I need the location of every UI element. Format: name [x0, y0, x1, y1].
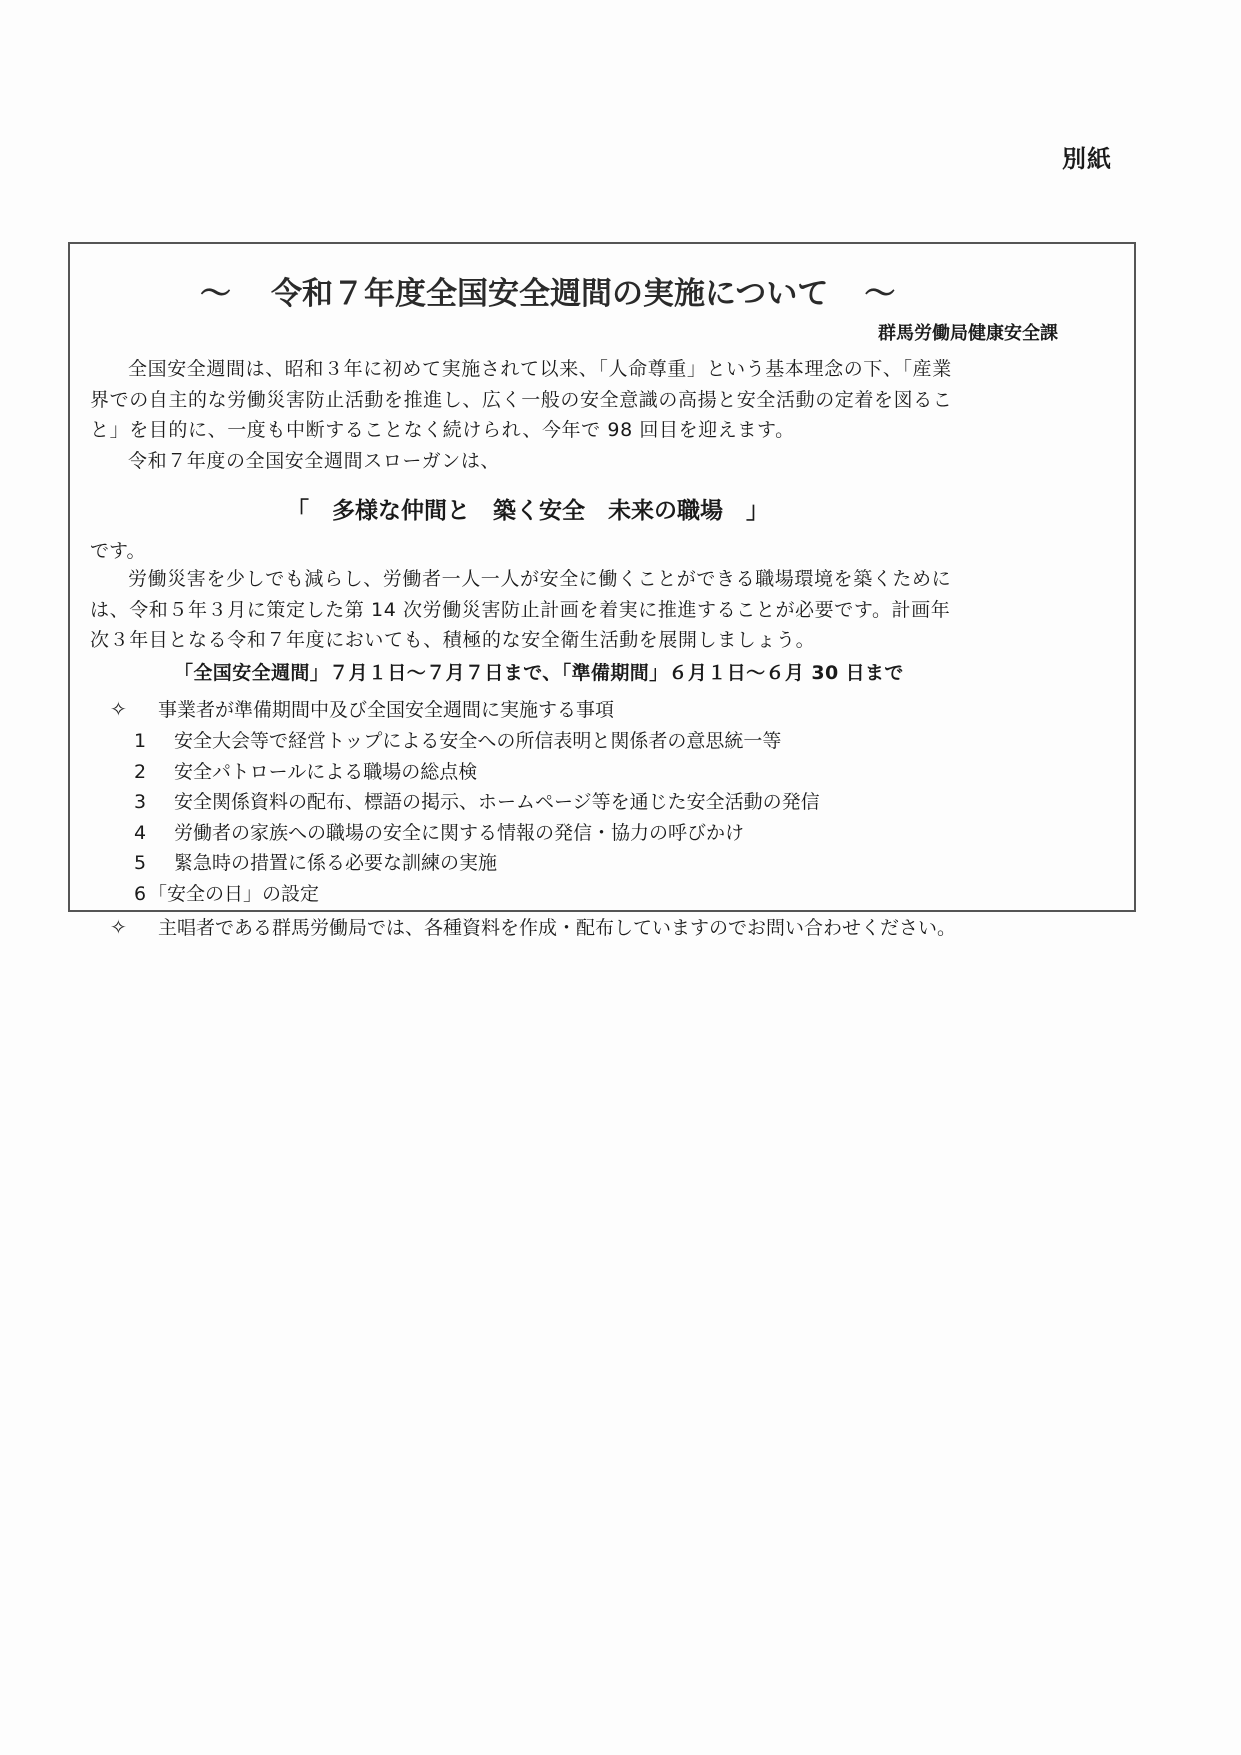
- slogan: 「 多様な仲間と 築く安全 未来の職場 」: [286, 498, 769, 524]
- body-line: は、令和５年３月に策定した第 14 次労働災害防止計画を着実に推進することが必要です。計画年: [90, 598, 951, 621]
- list-item: 6 「安全の日」の設定: [134, 882, 320, 905]
- intro-line: 全国安全週間は、昭和３年に初めて実施されて以来、「人命尊重」という基本理念の下、「産業: [128, 358, 952, 380]
- document-title: [200, 272, 1040, 316]
- title-tilde-right: ～: [864, 276, 896, 312]
- list-item: 4 労働者の家族への職場の安全に関する情報の発信・協力の呼びかけ: [134, 821, 745, 844]
- body-line: 次３年目となる令和７年度においても、積極的な安全衛生活動を展開しましょう。: [90, 629, 816, 651]
- actions-list: [134, 726, 820, 909]
- intro-paragraph: [90, 354, 1120, 446]
- slogan-end: です。: [90, 540, 146, 562]
- list-item: 5 緊急時の措置に係る必要な訓練の実施: [134, 852, 498, 874]
- issuer: 群馬労働局健康安全課: [878, 323, 1058, 344]
- title-text: 令和７年度全国安全週間の実施について: [271, 276, 829, 312]
- diamond-bullet-icon: ✧: [110, 697, 127, 721]
- intro-line: 界での自主的な労働災害防止活動を推進し、広く一般の安全意識の高揚と安全活動の定着を図るこ: [90, 388, 953, 411]
- body-paragraph: [90, 564, 1120, 656]
- attachment-label: 別紙: [1062, 145, 1112, 173]
- list-item: 3 安全関係資料の配布、標語の掲示、ホームページ等を通じた安全活動の発信: [134, 791, 820, 813]
- footer-note: ✧ 主唱者である群馬労働局では、各種資料を作成・配布していますのでお問い合わせください。: [110, 912, 956, 943]
- diamond-bullet-icon: ✧: [110, 915, 127, 939]
- title-tilde-left: ～: [200, 276, 231, 312]
- actions-heading: ✧ 事業者が準備期間中及び全国安全週間に実施する事項: [110, 694, 614, 725]
- list-item: 1 安全大会等で経営トップによる安全への所信表明と関係者の意思統一等: [134, 730, 782, 752]
- body-line: 労働災害を少しでも減らし、労働者一人一人が安全に働くことができる職場環境を築くために: [128, 568, 952, 590]
- intro-line: と」を目的に、一度も中断することなく続けられ、今年で 98 回目を迎えます。: [90, 419, 795, 441]
- slogan-lead: 令和７年度の全国安全週間スローガンは、: [128, 450, 501, 472]
- period-dates: 「全国安全週間」７月１日～７月７日まで、「準備期間」６月１日～６月 30 日まで: [174, 662, 904, 684]
- list-item: 2 安全パトロールによる職場の総点検: [134, 760, 478, 783]
